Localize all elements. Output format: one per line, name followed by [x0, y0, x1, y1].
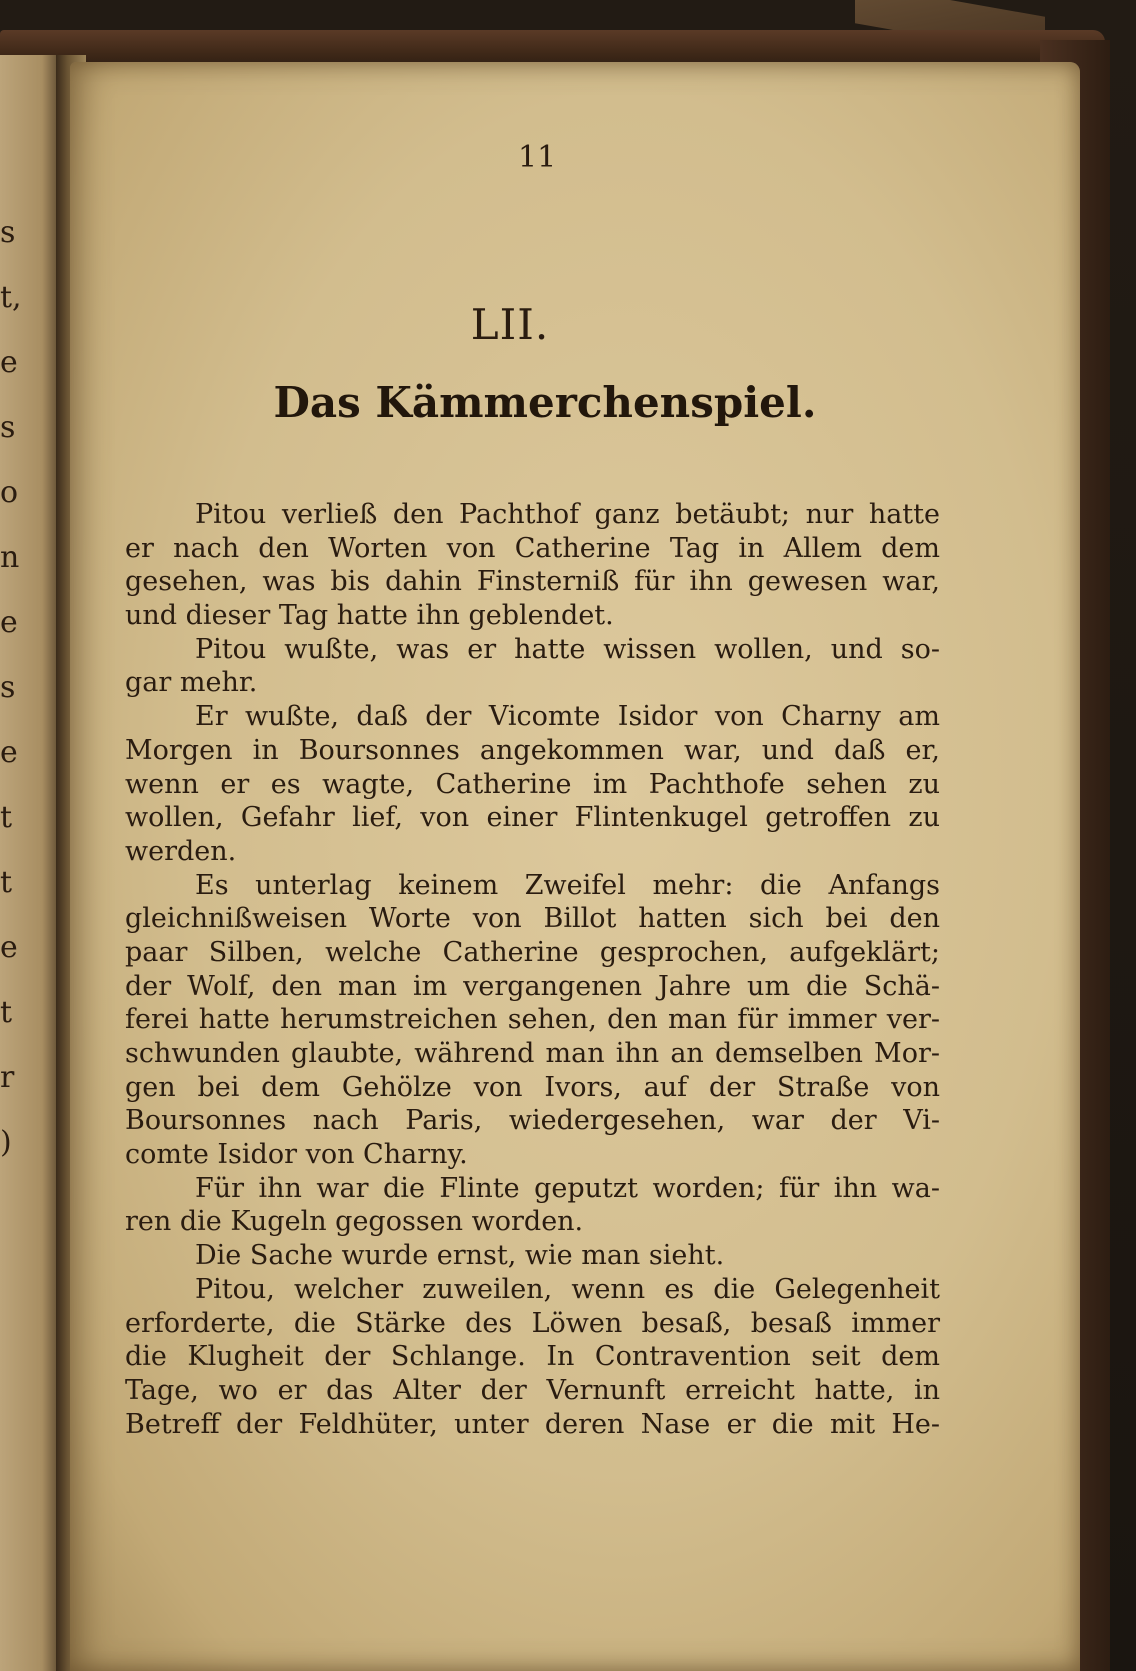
- text-line: Pitou, welcher zuweilen, wenn es die Gelegenheit: [195, 1273, 940, 1305]
- text-line: Für ihn war die Flinte geputzt worden; für ihn wa-: [195, 1172, 940, 1204]
- text-line: gleichnißweisen Worte von Billot hatten sich bei den: [125, 903, 940, 935]
- left-page-fragment: e: [0, 930, 18, 965]
- left-page-fragment: e: [0, 735, 18, 770]
- text-line: Es unterlag keinem Zweifel mehr: die Anfangs: [195, 869, 940, 901]
- text-line: werden.: [125, 835, 237, 867]
- text-line: Pitou verließ den Pachthof ganz betäubt; nur hatte: [195, 499, 940, 530]
- text-line: und dieser Tag hatte ihn geblendet.: [125, 600, 614, 632]
- text-line: ren die Kugeln gegossen worden.: [125, 1206, 584, 1238]
- text-line: Morgen in Boursonnes angekommen war, und daß er,: [125, 734, 940, 766]
- text-line: schwunden glaubte, während man ihn an demselben Mor-: [125, 1038, 940, 1069]
- text-line: gar mehr.: [125, 667, 258, 699]
- left-page-fragment: s: [0, 410, 16, 445]
- left-page-fragment: e: [0, 605, 18, 640]
- left-page-fragment: ): [0, 1125, 12, 1160]
- text-line: gen bei dem Gehölze von Ivors, auf der Straße von: [125, 1071, 940, 1103]
- page-number: 11: [518, 140, 557, 175]
- text-line: ferei hatte herumstreichen sehen, den man für immer ver-: [125, 1004, 940, 1036]
- chapter-title: Das Kämmerchenspiel.: [273, 378, 817, 427]
- text-line: comte Isidor von Charny.: [125, 1139, 468, 1171]
- text-line: Die Sache wurde ernst, wie man sieht.: [195, 1240, 725, 1272]
- text-line: Er wußte, daß der Vicomte Isidor von Charny am: [195, 701, 940, 733]
- text-line: Betreff der Feldhüter, unter deren Nase er die mit He-: [125, 1408, 940, 1440]
- chapter-number: LII.: [470, 300, 550, 349]
- text-line: wollen, Gefahr lief, von einer Flintenkugel getroffen zu: [125, 802, 940, 834]
- text-line: Tage, wo er das Alter der Vernunft erreicht hatte, in: [125, 1374, 940, 1406]
- text-line: gesehen, was bis dahin Finsterniß für ihn gewesen war,: [125, 566, 940, 598]
- text-line: die Klugheit der Schlange. In Contravention seit dem: [125, 1341, 940, 1373]
- left-page-fragment: t: [0, 995, 13, 1030]
- left-page-fragment: e: [0, 345, 18, 380]
- text-line: wenn er es wagte, Catherine im Pachthofe sehen zu: [125, 768, 940, 800]
- text-line: er nach den Worten von Catherine Tag in Allem dem: [125, 532, 940, 564]
- left-page-fragment: s: [0, 670, 16, 705]
- text-line: paar Silben, welche Catherine gesprochen, aufgeklärt;: [125, 936, 940, 968]
- left-page-fragment: o: [0, 475, 19, 510]
- left-page-fragment: t: [0, 865, 13, 900]
- text-line: erforderte, die Stärke des Löwen besaß, besaß immer: [125, 1307, 940, 1339]
- left-page-fragment: t: [0, 800, 13, 835]
- text-line: Pitou wußte, was er hatte wissen wollen, und so-: [195, 633, 940, 665]
- text-line: Boursonnes nach Paris, wiedergesehen, war der Vi-: [125, 1105, 940, 1137]
- left-page-fragment: s: [0, 215, 16, 250]
- left-page-fragment: t,: [0, 280, 22, 315]
- left-page-fragment: r: [0, 1060, 15, 1095]
- body-text: [125, 498, 940, 1441]
- left-page-fragment: n: [0, 540, 20, 575]
- text-line: der Wolf, den man im vergangenen Jahre um die Schä-: [125, 970, 940, 1002]
